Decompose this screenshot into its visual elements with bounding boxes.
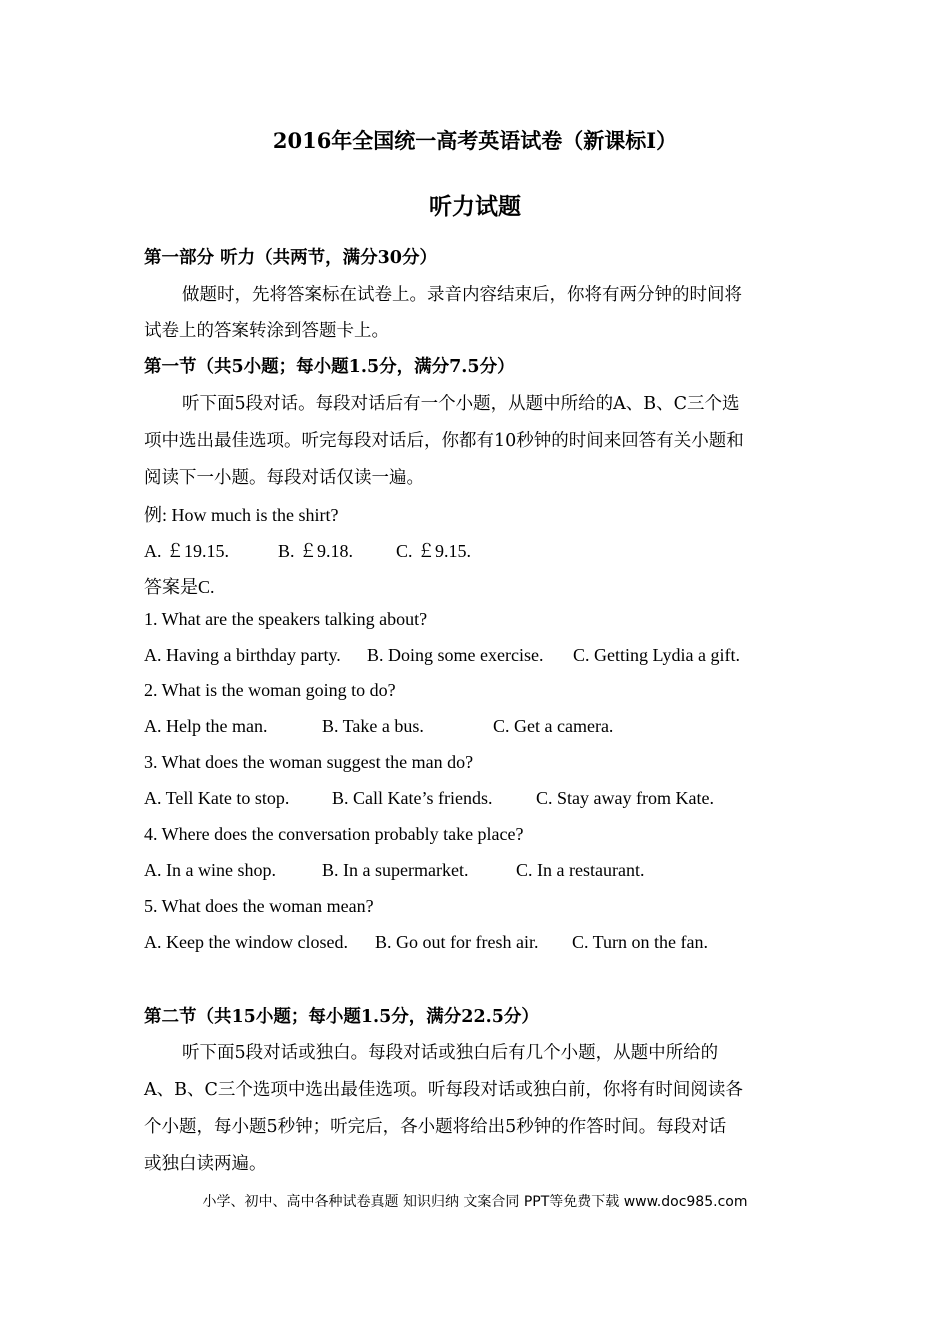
section1-instruction-line: 阅读下一小题。每段对话仅读一遍。 [144,468,424,488]
option-b: B. Go out for fresh air. [375,932,539,952]
question-options [144,932,708,953]
option-c: C. Stay away from Kate. [536,788,714,808]
footer-note: 小学、初中、高中各种试卷真题 知识归纳 文案合同 PPT等免费下载 www.doc985.com [202,1194,748,1210]
question-text: 4. Where does the conversation probably take place? [144,824,524,844]
option-c: C. In a restaurant. [516,860,645,880]
option-a: A. ￡19.15. [144,541,229,561]
question-text: 2. What is the woman going to do? [144,680,396,700]
example-question: 例: How much is the shirt? [144,505,339,525]
option-a: A. In a wine shop. [144,860,276,880]
section2-instruction-line: 个小题，每小题5秒钟；听完后，各小题将给出5秒钟的作答时间。每段对话 [144,1117,727,1137]
option-a: A. Having a birthday party. [144,645,341,665]
option-a: A. Help the man. [144,716,268,736]
option-b: B. Doing some exercise. [367,645,544,665]
option-c: C. Get a camera. [493,716,614,736]
section2-instruction-line: 听下面5段对话或独白。每段对话或独白后有几个小题，从题中所给的 [182,1043,719,1063]
option-b: B. ￡9.18. [278,541,354,561]
part1-heading: 第一部分 听力（共两节，满分30分） [144,248,437,268]
section2-instruction-line: A、B、C三个选项中选出最佳选项。听每段对话或独白前，你将有时间阅读各 [144,1080,743,1100]
section1-instruction-line: 项中选出最佳选项。听完每段对话后，你都有10秒钟的时间来回答有关小题和 [144,431,744,451]
page-title: 2016年全国统一高考英语试卷（新课标I） [272,128,678,153]
question-options [144,645,740,666]
question-options [144,788,714,809]
example-options [144,537,471,563]
option-a: A. Tell Kate to stop. [144,788,290,808]
page-subtitle: 听力试题 [429,193,521,220]
option-b: B. Call Kate’s friends. [332,788,493,808]
question-text: 1. What are the speakers talking about? [144,609,428,629]
option-a: A. Keep the window closed. [144,932,348,952]
example-answer: 答案是C. [144,577,215,597]
option-b: B. In a supermarket. [322,860,469,880]
option-c: C. Getting Lydia a gift. [573,645,740,665]
question-options [144,860,644,881]
question-text: 5. What does the woman mean? [144,896,374,916]
option-c: C. Turn on the fan. [572,932,709,952]
section2-heading: 第二节（共15小题；每小题1.5分，满分22.5分） [144,1007,539,1027]
part1-instruction-line: 做题时，先将答案标在试卷上。录音内容结束后，你将有两分钟的时间将 [182,285,742,305]
part1-instruction-line: 试卷上的答案转涂到答题卡上。 [144,321,389,341]
section1-instruction-line: 听下面5段对话。每段对话后有一个小题，从题中所给的A、B、C三个选 [182,394,740,414]
question-text: 3. What does the woman suggest the man do? [144,752,474,772]
question-options [144,716,613,737]
option-c: C. ￡9.15. [396,541,472,561]
section1-heading: 第一节（共5小题；每小题1.5分，满分7.5分） [144,357,515,377]
section2-instruction-line: 或独白读两遍。 [144,1154,267,1174]
option-b: B. Take a bus. [322,716,424,736]
